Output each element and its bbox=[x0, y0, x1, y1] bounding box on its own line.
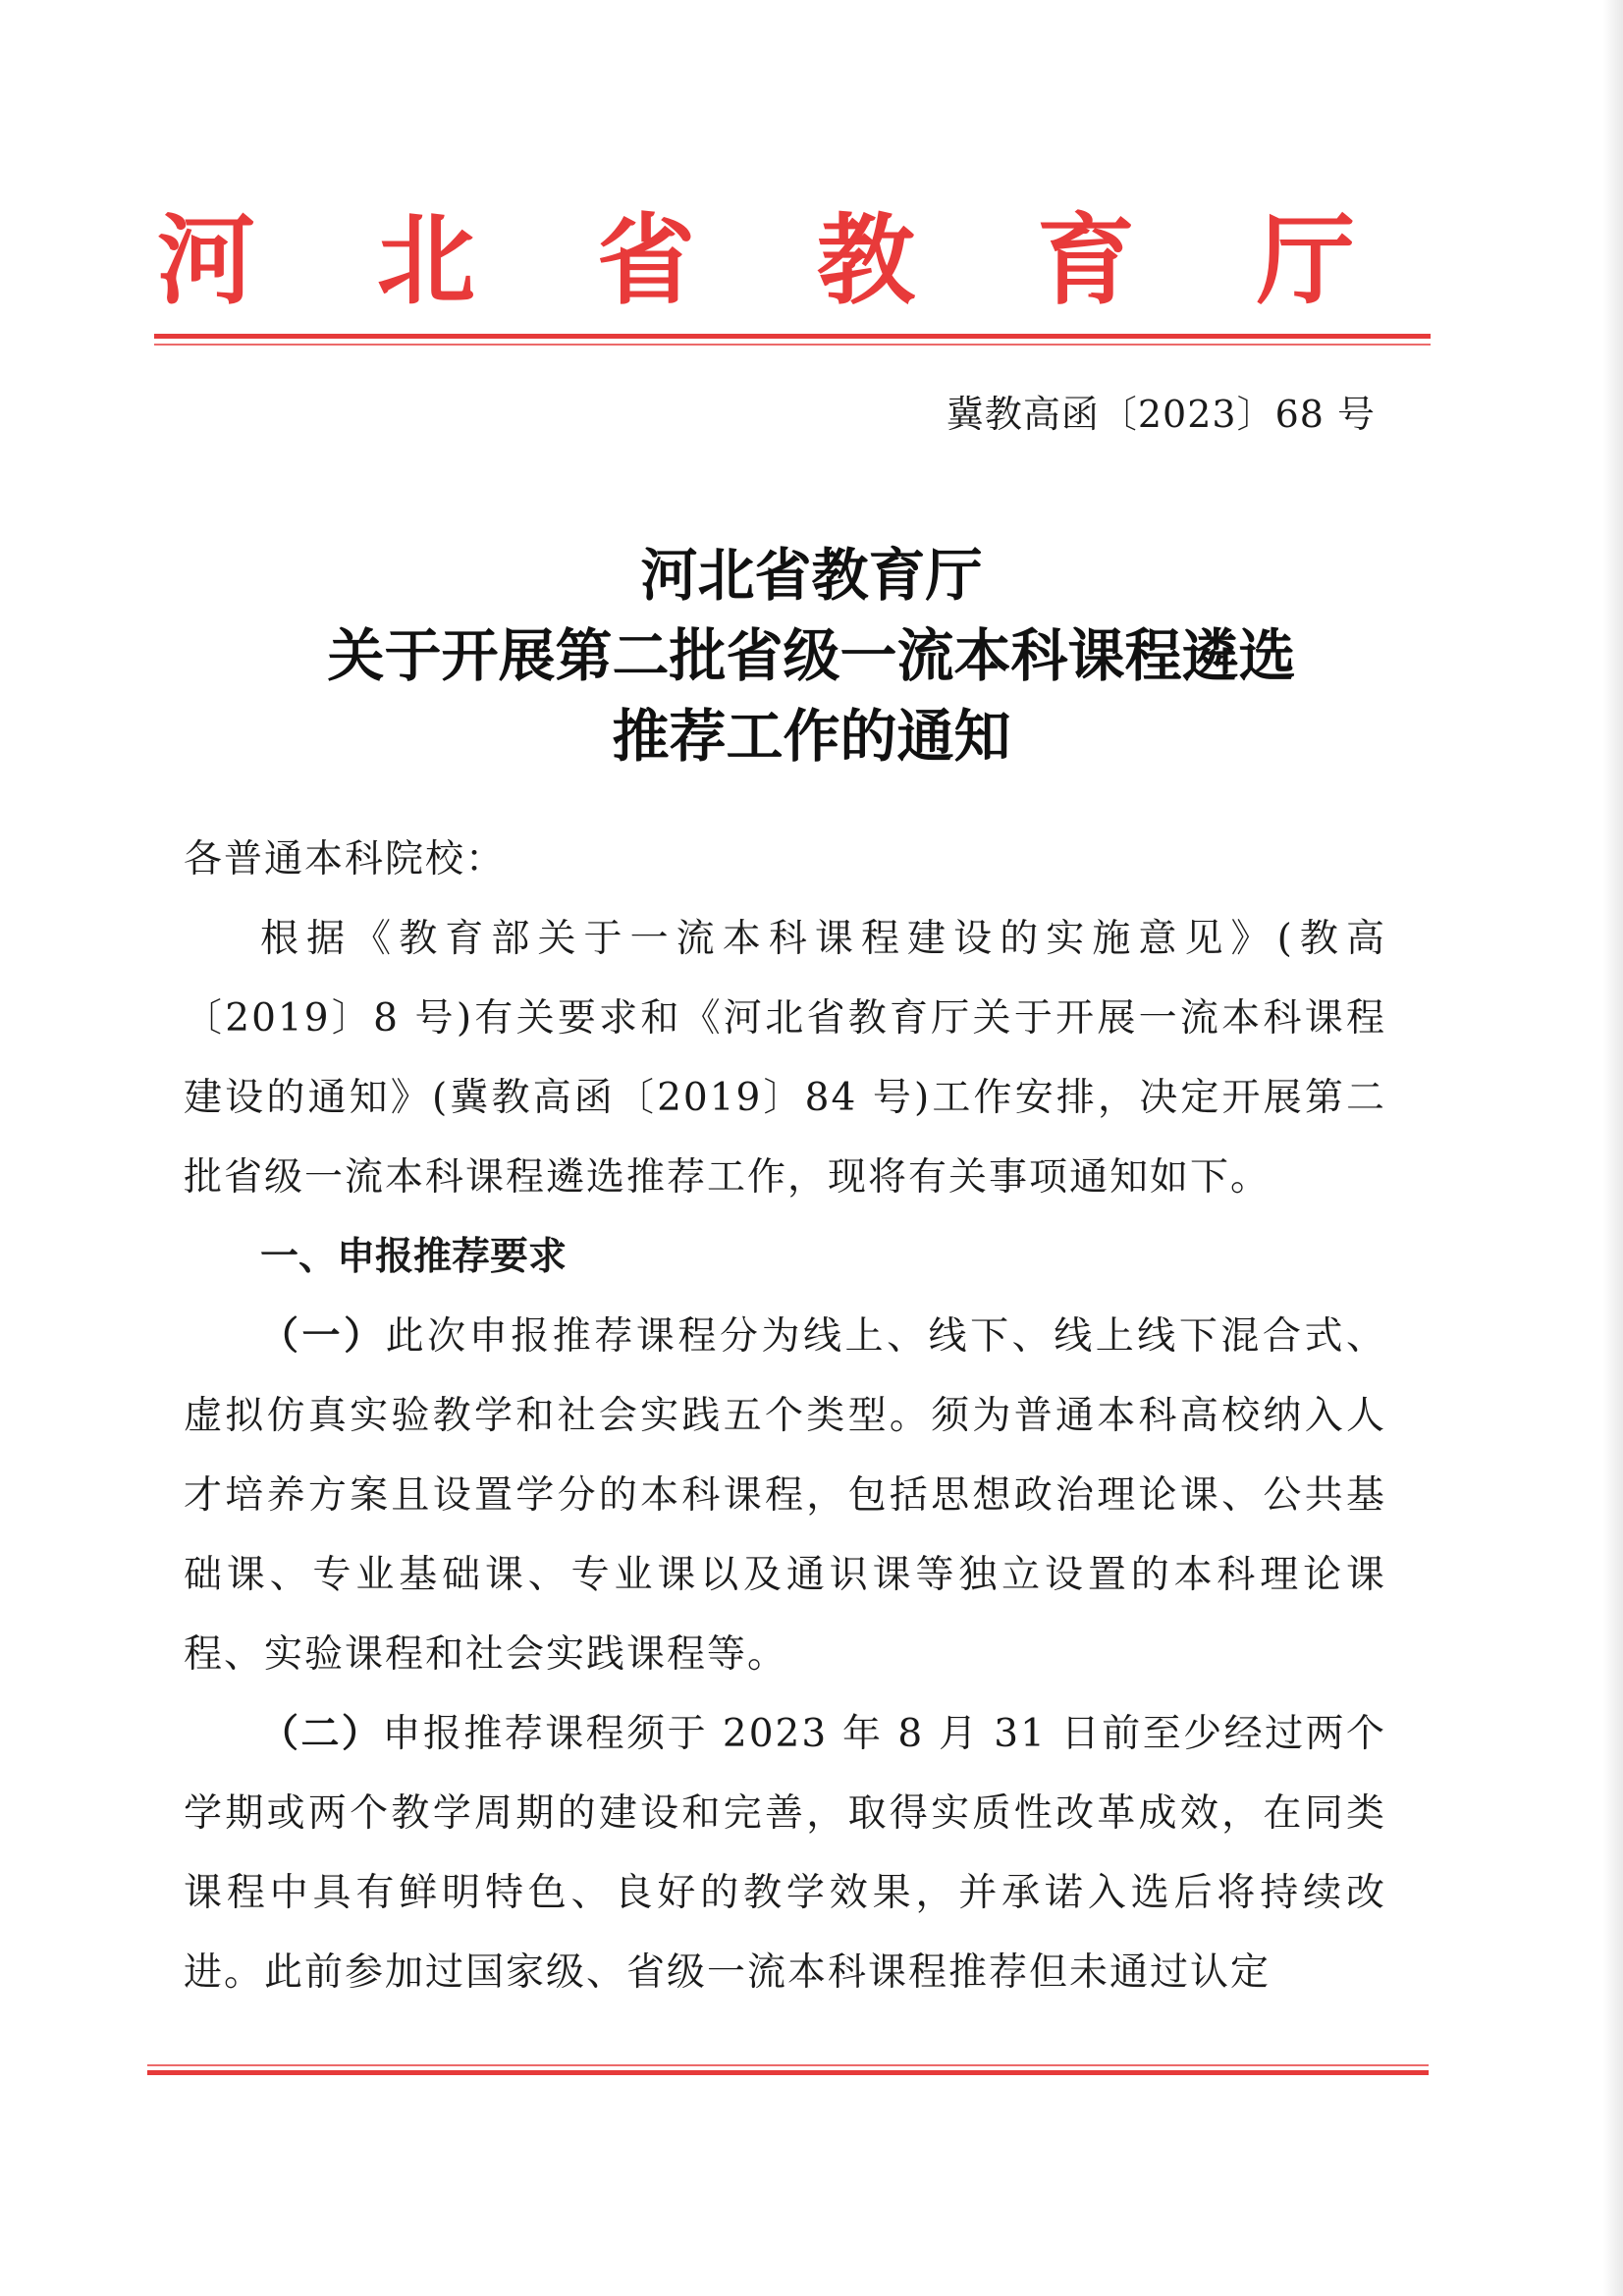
paragraph-item-2 bbox=[184, 1694, 1386, 2012]
item-text: 此次申报推荐课程分为线上、线下、线上线下混合式、虚拟仿真实验教学和社会实践五个类型。须为普通本科高校纳入人才培养方案且设置学分的本科课程，包括思想政治理论课、公共基础课、专业基础课、专业课以及通识课等独立设置的本科理论课程、实验课程和社会实践课程等。 bbox=[184, 1314, 1386, 1677]
item-text: 申报推荐课程须于 2023 年 8 月 31 日前至少经过两个学期或两个教学周期的建设和完善，取得实质性改革成效，在同类课程中具有鲜明特色、良好的教学效果，并承诺入选后将持续改进。此前参加过国家级、省级一流本科课程推荐但未通过认定 bbox=[184, 1712, 1386, 1995]
salutation: 各普通本科院校： bbox=[184, 837, 507, 881]
title-line-2: 关于开展第二批省级一流本科课程遴选 bbox=[327, 622, 1296, 689]
masthead-char: 省 bbox=[597, 202, 695, 318]
divider-thick-line bbox=[154, 334, 1431, 339]
title-line-3: 推荐工作的通知 bbox=[612, 703, 1011, 770]
section-heading: 一、申报推荐要求 bbox=[260, 1235, 568, 1279]
scan-edge bbox=[1603, 0, 1623, 2296]
divider-thin-line bbox=[154, 344, 1431, 346]
document-number: 冀教高函〔2023〕68 号 bbox=[946, 393, 1376, 436]
masthead-char: 教 bbox=[817, 202, 915, 318]
masthead-char: 育 bbox=[1037, 202, 1135, 318]
masthead-char: 河 bbox=[157, 202, 255, 318]
divider-thin-line bbox=[147, 2064, 1429, 2066]
masthead bbox=[157, 196, 1355, 324]
divider-thick-line bbox=[147, 2070, 1429, 2075]
masthead-char: 厅 bbox=[1257, 202, 1355, 318]
masthead-char: 北 bbox=[377, 202, 475, 318]
paragraph-intro: 根据《教育部关于一流本科课程建设的实施意见》(教高〔2019〕8 号)有关要求和《河北省教育厅关于开展一流本科课程建设的通知》(冀教高函〔2019〕84 号)工作安排，决定开展第二批省级一流本科课程遴选推荐工作，现将有关事项通知如下。 bbox=[184, 917, 1386, 1200]
paragraph-item-1 bbox=[184, 1297, 1386, 1694]
item-number: （一） bbox=[260, 1314, 386, 1359]
item-number: （二） bbox=[260, 1712, 383, 1756]
document-title bbox=[0, 535, 1623, 776]
title-line-1: 河北省教育厅 bbox=[640, 542, 983, 609]
